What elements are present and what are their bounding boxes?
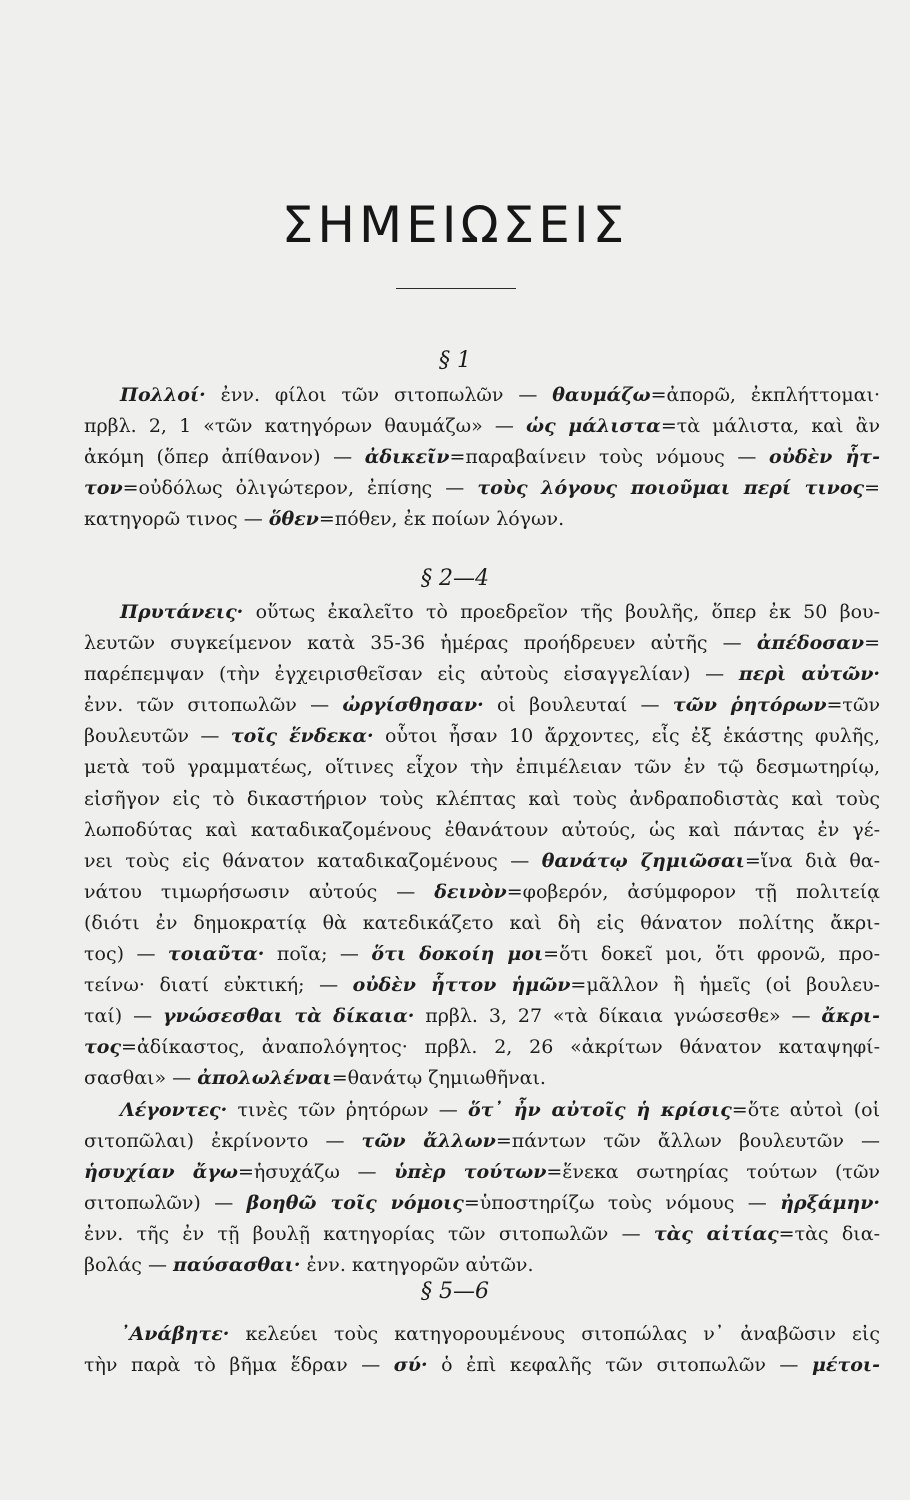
text-run: =μᾶλλον ἢ ἡμεῖς (οἱ βουλευ- xyxy=(570,974,880,997)
text-line xyxy=(84,1126,880,1157)
text-run: νάτου τιμωρήσωσιν αὐτούς — xyxy=(84,880,435,903)
text-line xyxy=(84,815,880,846)
text-run: =ἀδίκαστος, ἀναπολόγητος· πρβλ. 2, 26 «ἀκρίτων θάνατον καταψηφί- xyxy=(121,1036,880,1059)
headword: βοηθῶ τοῖς νόμοις xyxy=(246,1191,464,1214)
text-run: =παραβαίνειν τοὺς νόμους — xyxy=(449,446,770,469)
text-run: =θανάτῳ ζημιωθῆναι. xyxy=(331,1067,546,1090)
section-heading-2-4: § 2—4 xyxy=(421,566,489,591)
text-run: = xyxy=(864,477,880,500)
headword: τὰς αἰτίας xyxy=(653,1222,779,1245)
text-run: ἐνν. φίλοι τῶν σιτοπωλῶν — xyxy=(205,384,553,406)
headword: ἠρξάμην· xyxy=(780,1191,880,1214)
text-line xyxy=(84,380,880,411)
headword: τον xyxy=(84,477,123,500)
text-run: ἐνν. τῶν σιτοπωλῶν — xyxy=(84,694,343,717)
text-run: κελεύει τοὺς κατηγορουμένους σιτοπώλας ν᾽ ἀναβῶσιν εἰς xyxy=(229,1323,880,1345)
text-run: βουλευτῶν — xyxy=(84,725,231,748)
headword: Πρυτάνεις· xyxy=(120,601,244,623)
text-run: λευτῶν συγκείμενον κατὰ 35-36 ἡμέρας προήδρευεν αὐτῆς — xyxy=(84,632,757,655)
text-line xyxy=(84,504,880,535)
text-run: =ὑποστηρίζω τοὺς νόμους — xyxy=(463,1191,781,1214)
headword: τῶν ἄλλων xyxy=(361,1129,496,1152)
text-line xyxy=(84,1350,880,1381)
headword: Λέγοντες· xyxy=(120,1098,228,1121)
headword: περὶ αὐτῶν· xyxy=(738,663,880,686)
headword: οὐδὲν ἧττον ἡμῶν xyxy=(352,974,571,997)
text-run: πρβλ. 2, 1 «τῶν κατηγόρων θαυμάζω» — xyxy=(84,415,526,438)
text-line xyxy=(84,970,880,1001)
text-run: πρβλ. 3, 27 «τὰ δίκαια γνώσεσθε» — xyxy=(414,1005,822,1028)
headword: ἀδικεῖν xyxy=(364,446,450,469)
text-run: νει τοὺς εἰς θάνατον καταδικαζομένους — xyxy=(84,849,542,872)
text-line xyxy=(84,1157,880,1188)
text-line xyxy=(84,628,880,659)
headword: ἄκρι- xyxy=(821,1005,880,1028)
headword: τοιαῦτα· xyxy=(167,943,265,966)
section-heading-5-6: § 5—6 xyxy=(421,1279,489,1304)
headword: δεινὸν xyxy=(434,880,507,903)
headword: ὅθεν xyxy=(268,508,319,531)
text-line xyxy=(84,411,880,442)
text-line xyxy=(84,1095,880,1126)
text-run: =τὰς δια- xyxy=(778,1222,880,1245)
text-run: =πάντων τῶν ἄλλων βουλευτῶν — xyxy=(495,1129,880,1152)
headword: Πολλοί· xyxy=(120,384,206,406)
headword: ὑπὲρ τούτων xyxy=(394,1160,547,1183)
text-run: =τὰ μάλιστα, καὶ ἂν xyxy=(660,415,880,438)
text-line xyxy=(84,690,880,721)
text-line xyxy=(84,1001,880,1032)
text-run: ὁ ἐπὶ κεφαλῆς τῶν σιτοπωλῶν — xyxy=(427,1354,812,1377)
text-run: βολάς — xyxy=(84,1253,174,1276)
headword: οὐδὲν ἧτ- xyxy=(769,446,880,469)
headword: παύσασθαι· xyxy=(173,1253,301,1276)
headword: ὅτι δοκοίη μοι xyxy=(371,943,544,966)
text-line xyxy=(84,1219,880,1250)
text-run: τὴν παρὰ τὸ βῆμα ἕδραν — xyxy=(84,1354,394,1377)
text-run: τείνω· διατί εὐκτική; — xyxy=(84,974,353,997)
headword: τοῖς ἕνδεκα· xyxy=(230,725,374,748)
headword: ὅτ᾽ ἦν αὐτοῖς ἡ κρίσις xyxy=(467,1098,732,1121)
text-line xyxy=(84,784,880,815)
text-line xyxy=(84,846,880,877)
text-run: =τῶν xyxy=(826,694,880,717)
text-line xyxy=(84,1319,880,1350)
headword: μέτοι- xyxy=(812,1354,880,1377)
text-run: (διότι ἐν δημοκρατίᾳ θὰ κατεδικάζετο καὶ δὴ εἰς θάνατον πολίτης ἄκρι- xyxy=(84,911,880,934)
text-line xyxy=(84,442,880,473)
text-run: ταί) — xyxy=(84,1005,163,1028)
text-run: σιτοπωλῶν) — xyxy=(84,1191,247,1214)
title-divider xyxy=(396,288,516,289)
text-run: σασθαι» — xyxy=(84,1067,198,1090)
text-line xyxy=(84,877,880,908)
headword: σύ· xyxy=(393,1354,428,1377)
headword: ἀπολωλέναι xyxy=(197,1067,332,1090)
text-line xyxy=(84,597,880,628)
section-5-6-text xyxy=(84,1319,880,1381)
text-line xyxy=(84,908,880,939)
text-run: σιτοπῶλαι) ἐκρίνοντο — xyxy=(84,1129,362,1152)
text-run: ἐνν. κατηγορῶν αὐτῶν. xyxy=(300,1253,534,1276)
text-run: =ὅτε αὐτοὶ (οἱ xyxy=(731,1098,880,1121)
text-run: =οὐδόλως ὀλιγώτερον, ἐπίσης — xyxy=(122,477,478,500)
text-run: =ὅτι δοκεῖ μοι, ὅτι φρονῶ, προ- xyxy=(543,943,880,966)
text-run: μετὰ τοῦ γραμματέως, οἵτινες εἶχον τὴν ἐπιμέλειαν τῶν ἐν τῷ δεσμωτηρίῳ, xyxy=(84,756,880,779)
text-run: τινὲς τῶν ῥητόρων — xyxy=(227,1098,468,1121)
section-1-text xyxy=(84,380,880,535)
text-run: οὗτοι ἦσαν 10 ἄρχοντες, εἷς ἐξ ἑκάστης φυλῆς, xyxy=(373,725,880,748)
text-run: οὕτως ἐκαλεῖτο τὸ προεδρεῖον τῆς βουλῆς, ὅπερ ἐκ 50 βου- xyxy=(243,601,880,623)
text-run: οἱ βουλευταί — xyxy=(483,694,673,717)
headword: θανάτῳ ζημιῶσαι xyxy=(541,849,745,872)
text-line xyxy=(84,1250,880,1281)
text-run: ποῖα; — xyxy=(264,943,372,966)
text-run: =ἀπορῶ, ἐκπλήττομαι· xyxy=(650,384,880,406)
headword: ἀπέδοσαν xyxy=(756,632,865,655)
text-line xyxy=(84,659,880,690)
headword: θαυμάζω xyxy=(552,384,651,406)
page-title: ΣΗΜΕΙΩΣΕΙΣ xyxy=(281,196,629,254)
text-line xyxy=(84,473,880,504)
text-line xyxy=(84,1188,880,1219)
headword: τος xyxy=(84,1036,122,1059)
text-run: =φοβερόν, ἀσύμφορον τῇ πολιτείᾳ xyxy=(506,880,880,903)
text-run: παρέπεμψαν (τὴν ἐγχειρισθεῖσαν εἰς αὐτοὺς εἰσαγγελίαν) — xyxy=(84,663,739,686)
text-line xyxy=(84,939,880,970)
headword: ὡς μάλιστα xyxy=(525,415,661,438)
text-run: ἐνν. τῆς ἐν τῇ βουλῇ κατηγορίας τῶν σιτοπωλῶν — xyxy=(84,1222,654,1245)
text-line xyxy=(84,721,880,752)
section-2-4-text xyxy=(84,597,880,1281)
headword: τῶν ῥητόρων xyxy=(672,694,827,717)
text-line xyxy=(84,752,880,783)
text-run: εἰσῆγον εἰς τὸ δικαστήριον τοὺς κλέπτας καὶ τοὺς ἀνδραποδιστὰς καὶ τοὺς xyxy=(84,787,880,810)
headword: ὠργίσθησαν· xyxy=(342,694,484,717)
text-line xyxy=(84,1063,880,1094)
text-line xyxy=(84,1032,880,1063)
text-run: τος) — xyxy=(84,943,168,966)
section-heading-1: § 1 xyxy=(439,348,471,373)
headword: ἡσυχίαν ἄγω xyxy=(84,1160,238,1183)
text-run: =ἕνεκα σωτηρίας τούτων (τῶν xyxy=(546,1160,880,1183)
headword: γνώσεσθαι τὰ δίκαια· xyxy=(162,1005,415,1028)
text-run: λωποδύτας καὶ καταδικαζομένους ἐθανάτουν αὐτούς, ὡς καὶ πάντας ἐν γέ- xyxy=(84,818,880,841)
text-run: =πόθεν, ἐκ ποίων λόγων. xyxy=(318,508,565,531)
text-run: =ἡσυχάζω — xyxy=(237,1160,395,1183)
headword: τοὺς λόγους ποιοῦμαι περί τινος xyxy=(477,477,865,500)
text-run: κατηγορῶ τινος — xyxy=(84,508,269,531)
headword: ᾽Ανάβητε· xyxy=(120,1323,230,1345)
text-run: = xyxy=(864,632,880,655)
text-run: =ἵνα διὰ θα- xyxy=(744,849,880,872)
text-run: ἀκόμη (ὅπερ ἀπίθανον) — xyxy=(84,446,365,469)
